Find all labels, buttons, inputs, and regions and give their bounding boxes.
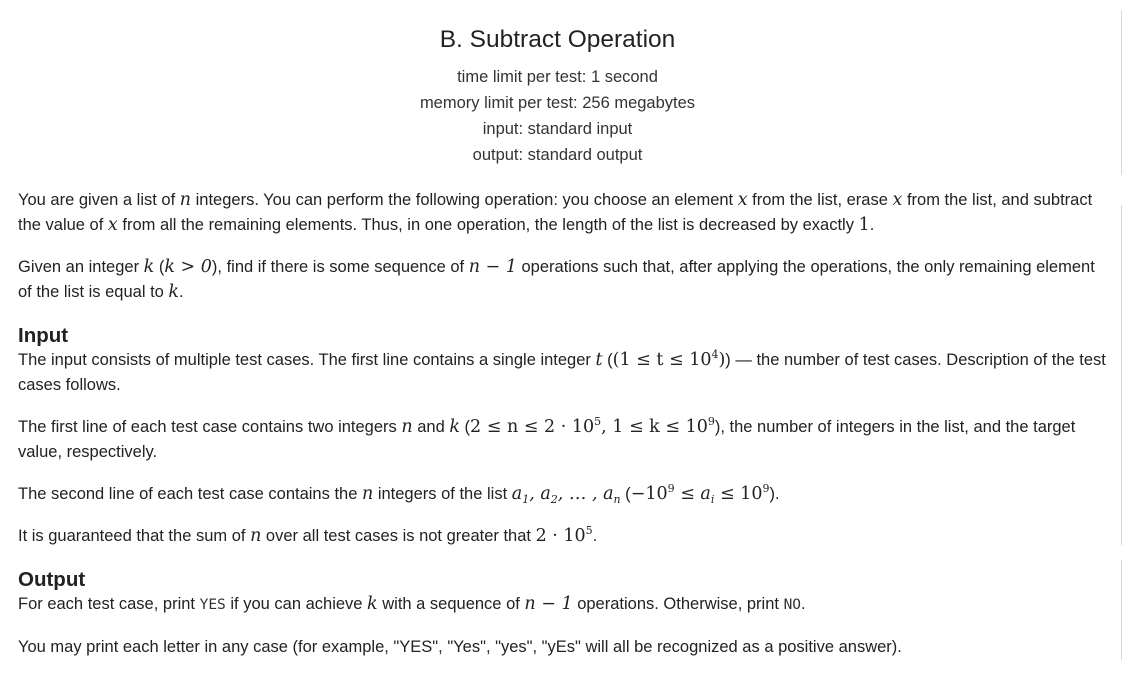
output-section-title: Output	[18, 568, 86, 591]
math-subscript: n	[613, 493, 621, 506]
text: if you can achieve	[225, 595, 368, 613]
math-subscript: 1	[522, 493, 530, 506]
text: .	[869, 216, 875, 234]
text: ), find if there is some sequence of	[211, 258, 469, 276]
math-t-range: (1 ≤ t ≤ 10	[612, 350, 712, 370]
text: It is guaranteed that the sum of	[18, 527, 251, 545]
math-one: 1	[858, 215, 870, 235]
text: ) — the number of test cases. Description of the test cases follows.	[18, 351, 1106, 394]
code-no: NO	[783, 597, 802, 613]
text: The second line of each test case contains the	[18, 485, 362, 503]
problem-title: B. Subtract Operation	[439, 26, 676, 53]
math-k-positive: k > 0	[164, 257, 212, 277]
text: operations. Otherwise, print	[572, 595, 784, 613]
math-x: x	[892, 190, 903, 210]
math-a: , … , a	[557, 484, 614, 504]
math-subscript: i	[710, 493, 715, 506]
math-n-minus-1: n − 1	[524, 594, 573, 614]
text: .	[179, 283, 184, 301]
math-ai-range: −10	[630, 484, 668, 504]
page-border-bottom	[1121, 560, 1122, 660]
math-x: x	[107, 215, 118, 235]
math-n: n	[179, 190, 192, 210]
text: (	[602, 351, 613, 369]
text: .	[801, 595, 806, 613]
input-source: input: standard input	[482, 120, 633, 138]
time-limit: time limit per test: 1 second	[457, 68, 658, 86]
input-paragraph-1	[18, 348, 1113, 398]
problem-statement	[18, 188, 1113, 660]
text: integers. You can perform the following operation: you choose an element	[191, 191, 738, 209]
legend-paragraph-1	[18, 188, 1113, 238]
text: Given an integer	[18, 258, 144, 276]
text: (	[620, 485, 631, 503]
text: ), the number of integers in the list, and the target value, respectively.	[18, 418, 1076, 461]
text: (	[154, 258, 165, 276]
input-paragraph-4	[18, 524, 1113, 549]
math-ai-range: ≤ a	[674, 484, 711, 504]
problem-header	[0, 24, 1115, 168]
math-k: k	[168, 282, 180, 302]
input-section-title: Input	[18, 324, 69, 347]
math-exponent: 9	[707, 415, 715, 428]
math-n-minus-1: n − 1	[468, 257, 517, 277]
text: from the list, erase	[747, 191, 893, 209]
text: from all the remaining elements. Thus, in one operation, the length of the list is decreased by exactly	[117, 216, 859, 234]
text: You are given a list of	[18, 191, 180, 209]
math-exponent: 4	[711, 348, 719, 361]
output-source: output: standard output	[472, 146, 643, 164]
output-paragraph-2: You may print each letter in any case (for example, "YES", "Yes", "yes", "yEs" will all be recognized as a positive answer).	[18, 638, 902, 656]
math-n: n	[401, 417, 413, 437]
math-exponent: 9	[762, 482, 770, 495]
math-k: k	[367, 594, 378, 614]
text: ).	[769, 485, 780, 503]
page-border-top	[1121, 10, 1122, 175]
page-border-middle	[1121, 205, 1122, 545]
input-paragraph-3	[18, 482, 1113, 507]
text: from the list, and subtract the value of	[18, 191, 1093, 234]
text: and	[412, 418, 450, 436]
text: (	[459, 418, 471, 436]
math-n: n	[361, 484, 374, 504]
math-subscript: 2	[550, 493, 558, 506]
math-a: a	[511, 484, 523, 504]
math-k: k	[449, 417, 460, 437]
math-exponent: 9	[667, 482, 675, 495]
input-paragraph-2	[18, 415, 1113, 465]
text: The input consists of multiple test cases. The first line contains a single integer	[18, 351, 596, 369]
math-t-range-close: )	[718, 350, 726, 370]
text: For each test case, print	[18, 595, 200, 613]
math-n-range: 2 ≤ n ≤ 2 · 10	[470, 417, 595, 437]
text: over all test cases is not greater that	[261, 527, 536, 545]
text: .	[592, 527, 598, 545]
code-yes: YES	[199, 597, 226, 613]
memory-limit: memory limit per test: 256 megabytes	[419, 94, 696, 112]
math-x: x	[737, 190, 748, 210]
math-sum-bound: 2 · 10	[535, 526, 586, 546]
output-paragraph-1	[18, 592, 1113, 618]
text: integers of the list	[373, 485, 512, 503]
math-t: t	[595, 350, 603, 370]
text: The first line of each test case contains two integers	[18, 418, 402, 436]
math-exponent: 5	[585, 524, 593, 537]
math-n: n	[250, 526, 262, 546]
math-exponent: 5	[594, 415, 602, 428]
text: operations such that, after applying the operations, the only remaining element of the list is equal to	[18, 258, 1095, 301]
math-k: k	[143, 257, 155, 277]
math-k-range: , 1 ≤ k ≤ 10	[601, 417, 708, 437]
math-ai-range: ≤ 10	[714, 484, 763, 504]
legend-paragraph-2	[18, 255, 1113, 305]
text: with a sequence of	[377, 595, 525, 613]
math-a: , a	[529, 484, 551, 504]
